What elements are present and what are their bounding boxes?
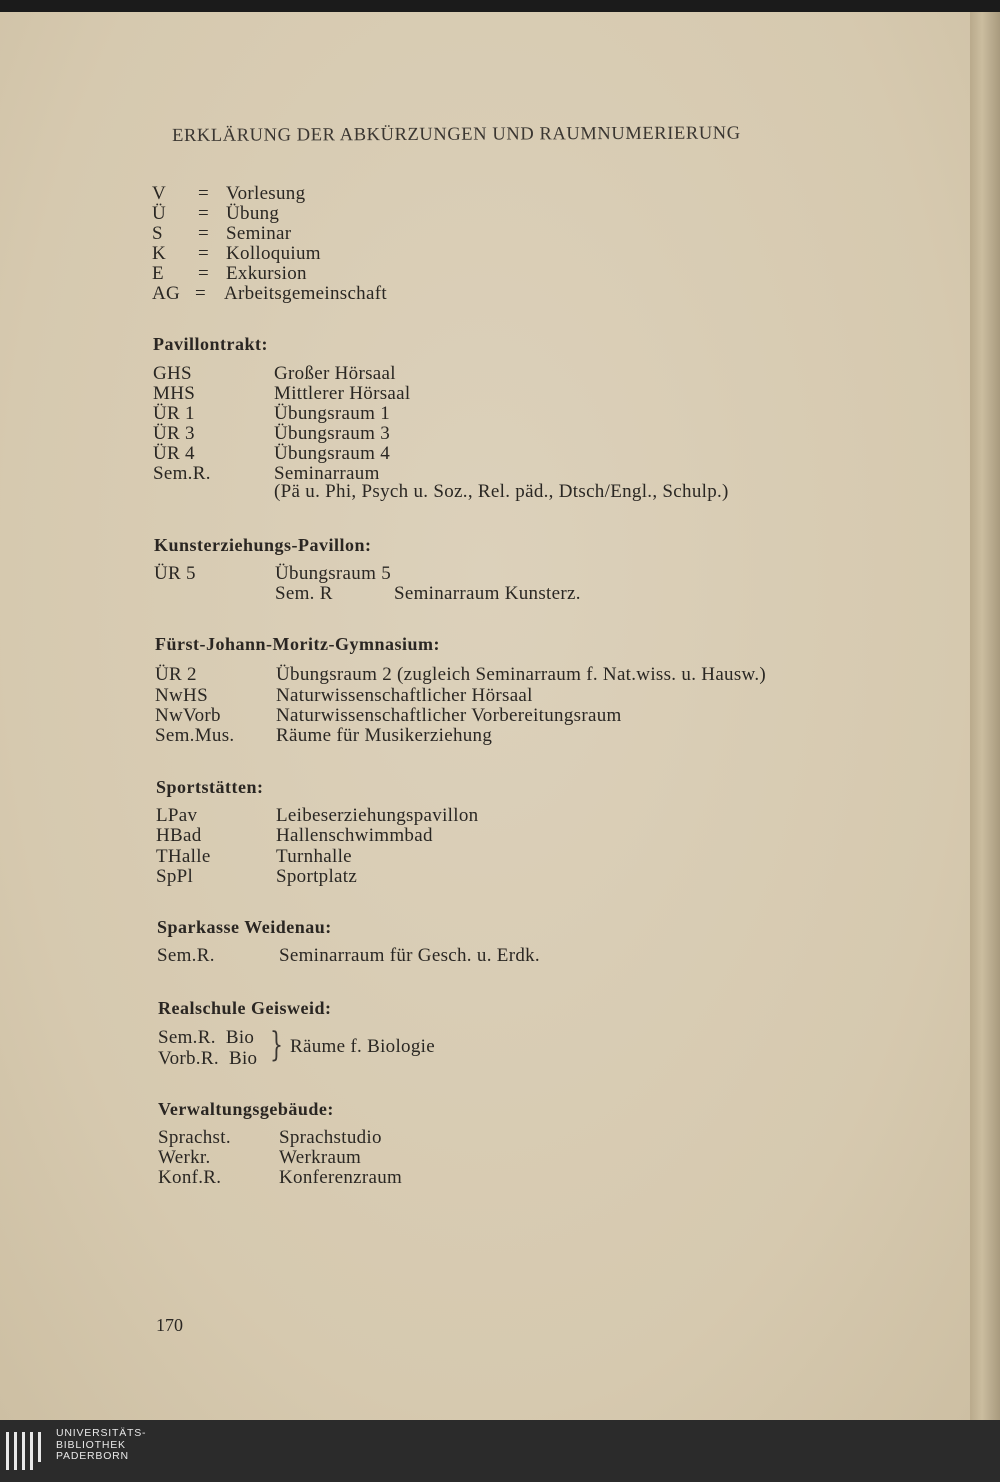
room-desc: Großer Hörsaal xyxy=(274,363,396,384)
room-abbr: ÜR 3 xyxy=(153,423,195,444)
legend-desc: Übung xyxy=(226,203,280,224)
room-abbr: Sem.R. xyxy=(153,463,211,484)
room-abbr: ÜR 2 xyxy=(155,664,197,685)
equals-sign: = xyxy=(195,283,207,304)
logo-line: BIBLIOTHEK xyxy=(56,1438,126,1451)
room-desc: Seminarraum xyxy=(274,463,380,484)
room-desc: Naturwissenschaftlicher Vorbereitungsraum xyxy=(276,705,622,726)
room-abbr: Sem.R. Bio xyxy=(158,1027,255,1048)
room-abbr: LPav xyxy=(156,805,198,826)
legend-abbr: V xyxy=(152,183,167,204)
equals-sign: = xyxy=(198,243,210,264)
legend-abbr: E xyxy=(152,263,164,284)
section-title-sparkasse: Sparkasse Weidenau: xyxy=(157,917,332,937)
room-desc: Sprachstudio xyxy=(279,1127,382,1148)
library-footer xyxy=(0,1420,1000,1482)
legend-abbr: S xyxy=(152,223,163,244)
equals-sign: = xyxy=(198,183,210,204)
room-abbr: SpPl xyxy=(156,866,194,887)
room-abbr: ÜR 1 xyxy=(153,403,195,424)
equals-sign: = xyxy=(198,203,210,224)
book-page xyxy=(0,12,970,1420)
logo-line: UNIVERSITÄTS- xyxy=(56,1427,147,1439)
room-desc: Übungsraum 1 xyxy=(274,403,391,424)
room-desc: Sportplatz xyxy=(276,866,358,887)
section-title-pavillontrakt: Pavillontrakt: xyxy=(153,334,268,354)
section-title-gymnasium: Fürst-Johann-Moritz-Gymnasium: xyxy=(155,634,440,654)
room-desc: Naturwissenschaftlicher Hörsaal xyxy=(276,685,533,706)
room-abbr: HBad xyxy=(156,825,202,846)
room-desc: Räume für Musikerziehung xyxy=(276,725,493,746)
room-desc: Turnhalle xyxy=(276,846,352,867)
legend-desc: Kolloquium xyxy=(226,243,321,264)
room-desc: Konferenzraum xyxy=(279,1167,403,1188)
room-desc: Übungsraum 2 (zugleich Seminarraum f. Nat.wiss. u. Hausw.) xyxy=(276,664,767,685)
room-desc: Seminarraum Kunsterz. xyxy=(394,583,581,604)
room-desc: Übungsraum 3 xyxy=(274,423,391,444)
library-logo-icon xyxy=(6,1428,46,1474)
legend-abbr: Ü xyxy=(152,203,167,224)
section-title-verwaltung: Verwaltungsgebäude: xyxy=(158,1099,334,1119)
room-desc: Werkraum xyxy=(279,1147,362,1168)
room-desc: Räume f. Biologie xyxy=(290,1036,435,1057)
legend-desc: Arbeitsgemeinschaft xyxy=(224,283,387,304)
room-desc: Übungsraum 4 xyxy=(274,443,391,464)
room-desc: (Pä u. Phi, Psych u. Soz., Rel. päd., Dtsch/Engl., Schulp.) xyxy=(274,481,729,502)
page-heading: ERKLÄRUNG DER ABKÜRZUNGEN UND RAUMNUMERIERUNG xyxy=(172,123,741,146)
room-desc: Seminarraum für Gesch. u. Erdk. xyxy=(279,945,540,966)
room-abbr: Vorb.R. Bio xyxy=(158,1048,258,1069)
room-abbr: MHS xyxy=(153,383,196,404)
section-title-sport: Sportstätten: xyxy=(156,777,264,797)
room-abbr: Sem.Mus. xyxy=(155,725,235,746)
logo-line: PADERBORN xyxy=(56,1450,129,1462)
legend-abbr: AG xyxy=(152,283,181,304)
library-logo-text xyxy=(56,1428,146,1463)
section-title-kunsterziehung: Kunsterziehungs-Pavillon: xyxy=(154,535,372,555)
room-abbr: Sem.R. xyxy=(157,945,215,966)
room-abbr: GHS xyxy=(153,363,192,384)
room-abbr: Sem. R xyxy=(275,583,333,604)
legend-abbr: K xyxy=(152,243,167,264)
legend-desc: Vorlesung xyxy=(226,183,306,204)
room-abbr: ÜR 4 xyxy=(153,443,195,464)
room-abbr: NwHS xyxy=(155,685,208,706)
equals-sign: = xyxy=(198,263,210,284)
page-edge xyxy=(970,12,1000,1420)
room-abbr: Sprachst. xyxy=(158,1127,231,1148)
room-abbr: Konf.R. xyxy=(158,1167,222,1188)
equals-sign: = xyxy=(198,223,210,244)
room-desc: Hallenschwimmbad xyxy=(276,825,433,846)
room-abbr: ÜR 5 xyxy=(154,563,196,584)
room-abbr: THalle xyxy=(156,846,211,867)
room-desc: Übungsraum 5 xyxy=(275,563,392,584)
room-abbr: Werkr. xyxy=(158,1147,211,1168)
legend-desc: Exkursion xyxy=(226,263,307,284)
room-desc: Mittlerer Hörsaal xyxy=(274,383,411,404)
room-abbr: NwVorb xyxy=(155,705,221,726)
legend-desc: Seminar xyxy=(226,223,292,244)
page-number: 170 xyxy=(156,1315,183,1335)
section-title-realschule: Realschule Geisweid: xyxy=(158,998,332,1018)
curly-brace-icon: } xyxy=(270,1025,283,1065)
room-desc: Leibeserziehungspavillon xyxy=(276,805,479,826)
